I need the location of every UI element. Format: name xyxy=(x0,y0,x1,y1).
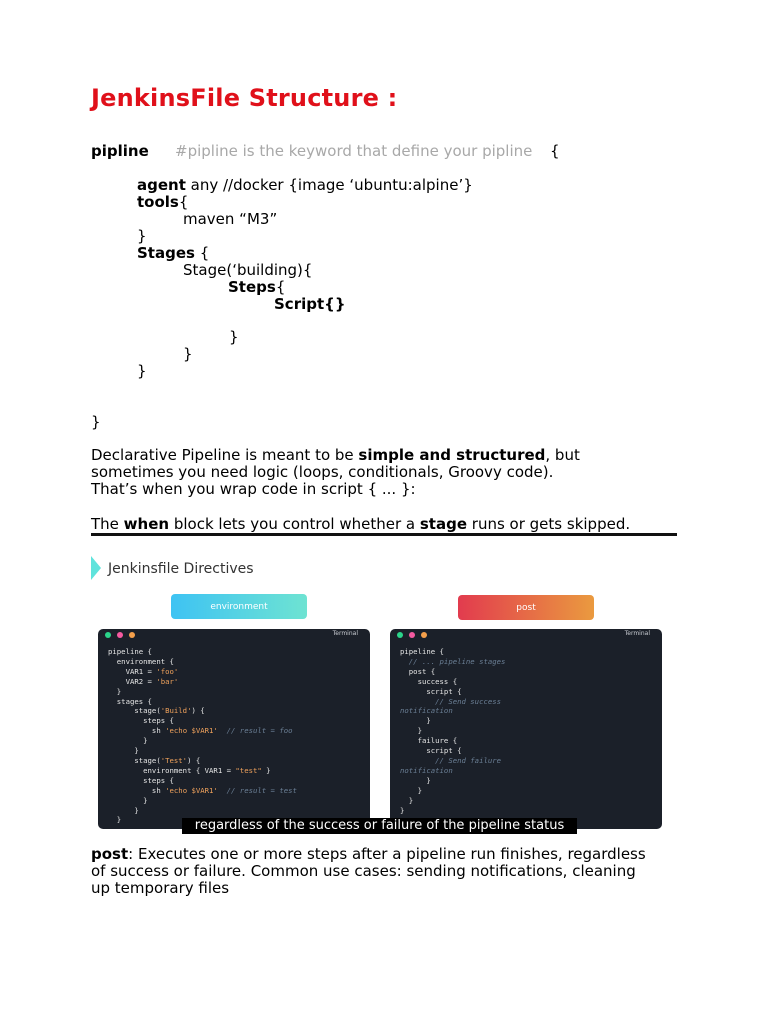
code-line: } xyxy=(108,736,148,746)
post-keyword: post xyxy=(91,845,129,863)
code-string: 'Test' xyxy=(160,755,188,765)
code-line: } xyxy=(108,686,122,696)
paragraph-when xyxy=(91,516,630,533)
environment-terminal xyxy=(98,629,370,829)
code-comment: notification xyxy=(400,765,453,775)
figure-caption: regardless of the success or failure of the pipeline status xyxy=(182,818,577,834)
code-comment: // Send success xyxy=(400,696,502,706)
maven-line: maven “M3” xyxy=(183,210,278,228)
code-comment: // ... pipeline stages xyxy=(400,656,506,666)
code-line: script { xyxy=(400,746,462,756)
terminal-label: Terminal xyxy=(332,630,358,637)
tools-brace: { xyxy=(178,193,189,211)
agent-value: any //docker {image ‘ubuntu:alpine’} xyxy=(185,176,473,194)
code-line: VAR2 = xyxy=(108,676,157,686)
terminal-titlebar xyxy=(390,629,662,641)
code-line: } xyxy=(400,805,405,815)
code-line: } xyxy=(400,716,431,726)
when-text-2: block lets you control whether a xyxy=(169,515,420,533)
code-line: environment { xyxy=(108,656,174,666)
stages-close: } xyxy=(137,362,147,380)
steps-line xyxy=(228,279,285,296)
pipeline-keyword: pipline xyxy=(91,142,149,160)
code-line: success { xyxy=(400,676,458,686)
paragraph-post-line2: of success or failure. Common use cases: sending notifications, cleaning xyxy=(91,862,636,880)
code-line: environment { VAR1 = xyxy=(108,765,236,775)
para1-text-start: Declarative Pipeline is meant to be xyxy=(91,446,359,464)
steps-keyword: Steps xyxy=(228,278,276,296)
post-text-1: : Executes one or more steps after a pipeline run finishes, regardless xyxy=(128,845,646,863)
code-line: } xyxy=(108,805,139,815)
orange-dot-icon xyxy=(421,632,427,638)
paragraph-declarative-line2: sometimes you need logic (loops, conditionals, Groovy code). xyxy=(91,463,554,481)
script-keyword: Script{} xyxy=(274,295,346,313)
stages-brace: { xyxy=(194,244,210,262)
steps-close: } xyxy=(229,328,239,346)
code-line: } xyxy=(400,785,422,795)
code-line: } xyxy=(400,795,414,805)
tools-line xyxy=(137,194,188,211)
code-string: 'echo $VAR1' xyxy=(165,726,218,736)
stage-building-line: Stage(‘building){ xyxy=(183,261,313,279)
when-keyword: when xyxy=(123,515,170,533)
page-title: JenkinsFile Structure : xyxy=(91,84,398,112)
code-comment: // Send failure xyxy=(400,755,502,765)
figure-title: Jenkinsfile Directives xyxy=(108,561,254,577)
para1-bold: simple and structured xyxy=(358,446,546,464)
code-line: steps { xyxy=(108,716,174,726)
terminal-titlebar xyxy=(98,629,370,641)
code-comment: notification xyxy=(400,706,453,716)
agent-line xyxy=(137,177,473,194)
code-string: 'bar' xyxy=(156,676,179,686)
code-line: ) { xyxy=(187,755,201,765)
code-string: 'Build' xyxy=(160,706,192,716)
para1-text-end: , but xyxy=(545,446,580,464)
post-terminal xyxy=(390,629,662,829)
paragraph-declarative-line1 xyxy=(91,447,580,464)
code-line: } xyxy=(400,726,422,736)
paragraph-post-line3: up temporary files xyxy=(91,879,230,897)
code-string: 'echo $VAR1' xyxy=(165,785,218,795)
environment-code xyxy=(98,641,370,825)
when-text-3: runs or gets skipped. xyxy=(467,515,631,533)
pipeline-open-brace: { xyxy=(550,142,560,160)
code-line: pipeline { xyxy=(108,647,152,656)
code-line: steps { xyxy=(108,775,174,785)
code-line: stage( xyxy=(108,706,161,716)
terminal-label: Terminal xyxy=(624,630,650,637)
pipeline-comment: #pipline is the keyword that define your pipline xyxy=(175,142,533,160)
stages-keyword: Stages xyxy=(137,244,195,262)
tools-keyword: tools xyxy=(137,193,179,211)
paragraph-declarative-line3: That’s when you wrap code in script { ... }: xyxy=(91,480,416,498)
divider xyxy=(91,533,677,536)
code-comment: // result = test xyxy=(217,785,297,795)
code-line: post { xyxy=(400,666,436,676)
code-string: 'foo' xyxy=(156,666,179,676)
code-line: } xyxy=(108,795,148,805)
stage-keyword: stage xyxy=(419,515,468,533)
pink-dot-icon xyxy=(409,632,415,638)
code-line: VAR1 = xyxy=(108,666,157,676)
code-line: } xyxy=(261,765,271,775)
code-line: pipeline { xyxy=(400,647,444,656)
green-dot-icon xyxy=(397,632,403,638)
code-line: } xyxy=(108,815,122,825)
steps-brace: { xyxy=(275,278,286,296)
post-code xyxy=(390,641,662,815)
environment-pill: environment xyxy=(171,594,307,619)
pink-dot-icon xyxy=(117,632,123,638)
code-line: sh xyxy=(108,785,166,795)
code-string: "test" xyxy=(235,765,262,775)
post-pill: post xyxy=(458,595,594,620)
orange-dot-icon xyxy=(129,632,135,638)
directives-figure xyxy=(91,548,677,834)
stages-line xyxy=(137,245,209,262)
code-line: } xyxy=(400,775,431,785)
when-text-1: The xyxy=(91,515,124,533)
script-line xyxy=(274,296,346,313)
code-line: script { xyxy=(400,686,462,696)
code-comment: // result = foo xyxy=(217,726,293,736)
tools-close: } xyxy=(137,227,147,245)
code-line: ) { xyxy=(191,706,205,716)
green-dot-icon xyxy=(105,632,111,638)
code-line: stages { xyxy=(108,696,152,706)
stage-close: } xyxy=(183,345,193,363)
paragraph-post-line1 xyxy=(91,846,646,863)
code-line: failure { xyxy=(400,736,458,746)
pipeline-line xyxy=(91,142,560,160)
code-line: sh xyxy=(108,726,166,736)
pipeline-close: } xyxy=(91,413,101,431)
code-line: } xyxy=(108,746,139,756)
agent-keyword: agent xyxy=(137,176,186,194)
code-line: stage( xyxy=(108,755,161,765)
title-accent-icon xyxy=(91,556,101,580)
